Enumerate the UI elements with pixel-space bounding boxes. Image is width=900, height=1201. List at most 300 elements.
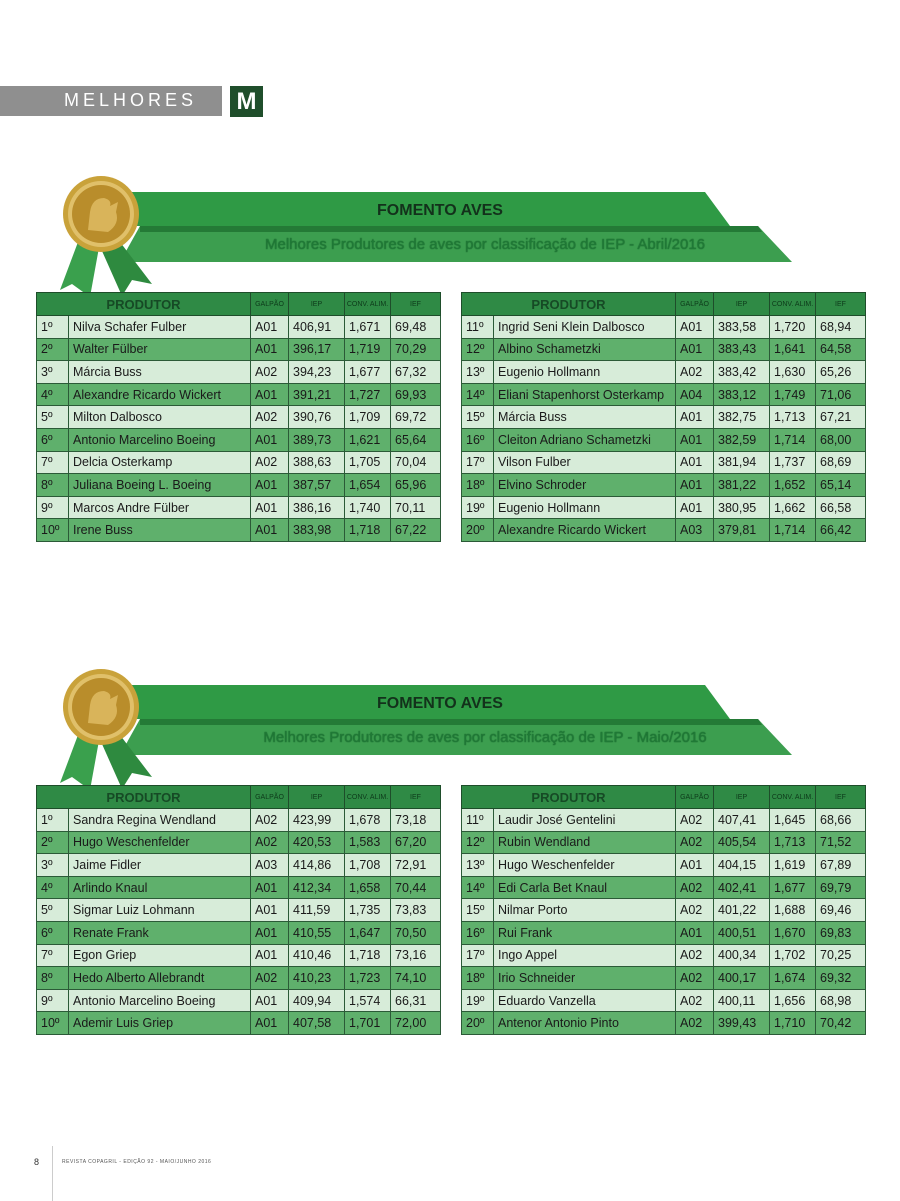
iep-cell: 381,22 bbox=[714, 474, 770, 497]
producer-name-cell: Márcia Buss bbox=[69, 361, 251, 384]
producer-name-cell: Eugenio Hollmann bbox=[494, 496, 676, 519]
footer-divider bbox=[52, 1146, 53, 1201]
producer-name-cell: Hugo Weschenfelder bbox=[494, 854, 676, 877]
iep-cell: 382,75 bbox=[714, 406, 770, 429]
iep-cell: 383,12 bbox=[714, 383, 770, 406]
rank-cell: 4º bbox=[37, 383, 69, 406]
rank-cell: 14º bbox=[462, 383, 494, 406]
iep-cell: 420,53 bbox=[289, 831, 345, 854]
rank-cell: 19º bbox=[462, 496, 494, 519]
column-header: CONV. ALIM. bbox=[345, 293, 391, 316]
table-row bbox=[462, 361, 866, 384]
conv-alim-cell: 1,677 bbox=[345, 361, 391, 384]
ief-cell: 69,79 bbox=[816, 876, 866, 899]
producer-name-cell: Renate Frank bbox=[69, 921, 251, 944]
rank-cell: 11º bbox=[462, 809, 494, 832]
galpao-cell: A02 bbox=[251, 831, 289, 854]
banner-title: FOMENTO AVES bbox=[377, 695, 503, 712]
section-badge: M bbox=[230, 86, 263, 117]
conv-alim-cell: 1,719 bbox=[345, 338, 391, 361]
conv-alim-cell: 1,583 bbox=[345, 831, 391, 854]
section-label: MELHORES bbox=[64, 90, 198, 110]
galpao-cell: A01 bbox=[676, 921, 714, 944]
producer-name-cell: Nilmar Porto bbox=[494, 899, 676, 922]
conv-alim-cell: 1,658 bbox=[345, 876, 391, 899]
iep-cell: 423,99 bbox=[289, 809, 345, 832]
conv-alim-cell: 1,701 bbox=[345, 1012, 391, 1035]
galpao-cell: A01 bbox=[676, 428, 714, 451]
galpao-cell: A01 bbox=[251, 496, 289, 519]
table-row bbox=[37, 496, 441, 519]
conv-alim-cell: 1,621 bbox=[345, 428, 391, 451]
galpao-cell: A01 bbox=[251, 338, 289, 361]
rank-cell: 7º bbox=[37, 944, 69, 967]
conv-alim-cell: 1,713 bbox=[770, 831, 816, 854]
ief-cell: 70,42 bbox=[816, 1012, 866, 1035]
producer-name-cell: Sigmar Luiz Lohmann bbox=[69, 899, 251, 922]
ief-cell: 67,32 bbox=[391, 361, 441, 384]
table-row bbox=[37, 1012, 441, 1035]
producer-name-cell: Ingo Appel bbox=[494, 944, 676, 967]
ief-cell: 72,91 bbox=[391, 854, 441, 877]
ief-cell: 69,48 bbox=[391, 316, 441, 339]
producer-name-cell: Nilva Schafer Fulber bbox=[69, 316, 251, 339]
ief-cell: 68,00 bbox=[816, 428, 866, 451]
rank-cell: 5º bbox=[37, 406, 69, 429]
galpao-cell: A03 bbox=[676, 519, 714, 542]
rank-cell: 17º bbox=[462, 451, 494, 474]
iep-cell: 404,15 bbox=[714, 854, 770, 877]
rank-cell: 18º bbox=[462, 967, 494, 990]
galpao-cell: A01 bbox=[251, 428, 289, 451]
rank-cell: 13º bbox=[462, 854, 494, 877]
galpao-cell: A02 bbox=[676, 967, 714, 990]
galpao-cell: A02 bbox=[251, 451, 289, 474]
producer-name-cell: Albino Schametzki bbox=[494, 338, 676, 361]
rank-cell: 13º bbox=[462, 361, 494, 384]
iep-cell: 399,43 bbox=[714, 1012, 770, 1035]
ief-cell: 67,22 bbox=[391, 519, 441, 542]
rank-cell: 18º bbox=[462, 474, 494, 497]
rank-cell: 6º bbox=[37, 428, 69, 451]
table-row bbox=[462, 316, 866, 339]
banner-subtitle: Melhores Produtores de aves por classificação de IEP - Abril/2016 bbox=[265, 236, 705, 253]
column-header: IEP bbox=[714, 786, 770, 809]
conv-alim-cell: 1,671 bbox=[345, 316, 391, 339]
ranking-table-right bbox=[461, 785, 866, 1035]
table-row bbox=[37, 316, 441, 339]
banner-subtitle: Melhores Produtores de aves por classificação de IEP - Maio/2016 bbox=[263, 729, 707, 746]
rank-cell: 15º bbox=[462, 899, 494, 922]
ief-cell: 70,04 bbox=[391, 451, 441, 474]
producer-name-cell: Ingrid Seni Klein Dalbosco bbox=[494, 316, 676, 339]
producer-name-cell: Edi Carla Bet Knaul bbox=[494, 876, 676, 899]
column-header: IEF bbox=[391, 786, 441, 809]
ief-cell: 68,98 bbox=[816, 989, 866, 1012]
producer-name-cell: Vilson Fulber bbox=[494, 451, 676, 474]
iep-cell: 388,63 bbox=[289, 451, 345, 474]
ief-cell: 70,29 bbox=[391, 338, 441, 361]
table-row bbox=[37, 474, 441, 497]
table-row bbox=[462, 876, 866, 899]
ief-cell: 69,83 bbox=[816, 921, 866, 944]
rank-cell: 8º bbox=[37, 967, 69, 990]
iep-cell: 405,54 bbox=[714, 831, 770, 854]
conv-alim-cell: 1,647 bbox=[345, 921, 391, 944]
producer-name-cell: Egon Griep bbox=[69, 944, 251, 967]
table-row bbox=[462, 451, 866, 474]
iep-cell: 410,46 bbox=[289, 944, 345, 967]
conv-alim-cell: 1,714 bbox=[770, 428, 816, 451]
ief-cell: 66,31 bbox=[391, 989, 441, 1012]
column-header: CONV. ALIM. bbox=[770, 786, 816, 809]
galpao-cell: A02 bbox=[676, 876, 714, 899]
galpao-cell: A01 bbox=[676, 496, 714, 519]
rank-cell: 9º bbox=[37, 496, 69, 519]
column-header: IEF bbox=[816, 786, 866, 809]
conv-alim-cell: 1,749 bbox=[770, 383, 816, 406]
galpao-cell: A02 bbox=[251, 809, 289, 832]
conv-alim-cell: 1,708 bbox=[345, 854, 391, 877]
table-row bbox=[37, 831, 441, 854]
producer-name-cell: Antonio Marcelino Boeing bbox=[69, 428, 251, 451]
column-header: IEP bbox=[289, 293, 345, 316]
producer-name-cell: Rubin Wendland bbox=[494, 831, 676, 854]
table-header-row bbox=[37, 293, 441, 316]
conv-alim-cell: 1,737 bbox=[770, 451, 816, 474]
producer-name-cell: Irio Schneider bbox=[494, 967, 676, 990]
iep-cell: 411,59 bbox=[289, 899, 345, 922]
galpao-cell: A02 bbox=[251, 406, 289, 429]
table-row bbox=[37, 809, 441, 832]
table-row bbox=[462, 338, 866, 361]
iep-cell: 400,17 bbox=[714, 967, 770, 990]
iep-cell: 407,58 bbox=[289, 1012, 345, 1035]
rank-cell: 1º bbox=[37, 809, 69, 832]
conv-alim-cell: 1,688 bbox=[770, 899, 816, 922]
ief-cell: 70,44 bbox=[391, 876, 441, 899]
ief-cell: 71,06 bbox=[816, 383, 866, 406]
rank-cell: 7º bbox=[37, 451, 69, 474]
galpao-cell: A01 bbox=[251, 989, 289, 1012]
conv-alim-cell: 1,645 bbox=[770, 809, 816, 832]
conv-alim-cell: 1,656 bbox=[770, 989, 816, 1012]
galpao-cell: A01 bbox=[251, 899, 289, 922]
ief-cell: 70,11 bbox=[391, 496, 441, 519]
conv-alim-cell: 1,670 bbox=[770, 921, 816, 944]
ief-cell: 65,26 bbox=[816, 361, 866, 384]
ief-cell: 73,83 bbox=[391, 899, 441, 922]
iep-cell: 394,23 bbox=[289, 361, 345, 384]
rank-cell: 11º bbox=[462, 316, 494, 339]
column-header: PRODUTOR bbox=[462, 293, 676, 316]
ief-cell: 65,64 bbox=[391, 428, 441, 451]
ief-cell: 70,25 bbox=[816, 944, 866, 967]
rank-cell: 17º bbox=[462, 944, 494, 967]
galpao-cell: A02 bbox=[676, 944, 714, 967]
table-row bbox=[37, 944, 441, 967]
rank-cell: 3º bbox=[37, 361, 69, 384]
producer-name-cell: Marcos Andre Fülber bbox=[69, 496, 251, 519]
iep-cell: 410,23 bbox=[289, 967, 345, 990]
ief-cell: 74,10 bbox=[391, 967, 441, 990]
rank-cell: 16º bbox=[462, 428, 494, 451]
rank-cell: 1º bbox=[37, 316, 69, 339]
producer-name-cell: Milton Dalbosco bbox=[69, 406, 251, 429]
producer-name-cell: Cleiton Adriano Schametzki bbox=[494, 428, 676, 451]
ief-cell: 69,46 bbox=[816, 899, 866, 922]
iep-cell: 381,94 bbox=[714, 451, 770, 474]
rank-cell: 3º bbox=[37, 854, 69, 877]
table-row bbox=[37, 428, 441, 451]
table-row bbox=[37, 876, 441, 899]
table-row bbox=[462, 989, 866, 1012]
table-row bbox=[37, 921, 441, 944]
galpao-cell: A01 bbox=[676, 474, 714, 497]
conv-alim-cell: 1,678 bbox=[345, 809, 391, 832]
conv-alim-cell: 1,735 bbox=[345, 899, 391, 922]
rank-cell: 4º bbox=[37, 876, 69, 899]
producer-name-cell: Eliani Stapenhorst Osterkamp bbox=[494, 383, 676, 406]
ief-cell: 71,52 bbox=[816, 831, 866, 854]
table-row bbox=[37, 519, 441, 542]
conv-alim-cell: 1,574 bbox=[345, 989, 391, 1012]
rank-cell: 19º bbox=[462, 989, 494, 1012]
rank-cell: 10º bbox=[37, 1012, 69, 1035]
conv-alim-cell: 1,709 bbox=[345, 406, 391, 429]
table-row bbox=[462, 809, 866, 832]
ief-cell: 65,14 bbox=[816, 474, 866, 497]
producer-name-cell: Alexandre Ricardo Wickert bbox=[494, 519, 676, 542]
column-header: PRODUTOR bbox=[462, 786, 676, 809]
table-row bbox=[37, 967, 441, 990]
ranking-table-left bbox=[36, 292, 441, 542]
galpao-cell: A01 bbox=[251, 921, 289, 944]
galpao-cell: A01 bbox=[251, 383, 289, 406]
iep-cell: 382,59 bbox=[714, 428, 770, 451]
rank-cell: 5º bbox=[37, 899, 69, 922]
conv-alim-cell: 1,677 bbox=[770, 876, 816, 899]
column-header: CONV. ALIM. bbox=[345, 786, 391, 809]
producer-name-cell: Eduardo Vanzella bbox=[494, 989, 676, 1012]
banner-title: FOMENTO AVES bbox=[377, 202, 503, 219]
galpao-cell: A03 bbox=[251, 854, 289, 877]
table-header-row bbox=[462, 293, 866, 316]
conv-alim-cell: 1,714 bbox=[770, 519, 816, 542]
ief-cell: 68,66 bbox=[816, 809, 866, 832]
table-row bbox=[462, 944, 866, 967]
ief-cell: 73,18 bbox=[391, 809, 441, 832]
publication-credit: REVISTA COPAGRIL - EDIÇÃO 92 - MAIO/JUNHO 2016 bbox=[62, 1159, 212, 1165]
producer-name-cell: Walter Fülber bbox=[69, 338, 251, 361]
galpao-cell: A01 bbox=[251, 519, 289, 542]
iep-cell: 390,76 bbox=[289, 406, 345, 429]
conv-alim-cell: 1,619 bbox=[770, 854, 816, 877]
table-row bbox=[37, 361, 441, 384]
rank-cell: 2º bbox=[37, 338, 69, 361]
conv-alim-cell: 1,740 bbox=[345, 496, 391, 519]
column-header: IEF bbox=[391, 293, 441, 316]
iep-cell: 383,42 bbox=[714, 361, 770, 384]
iep-cell: 401,22 bbox=[714, 899, 770, 922]
ief-cell: 73,16 bbox=[391, 944, 441, 967]
table-row bbox=[37, 451, 441, 474]
conv-alim-cell: 1,727 bbox=[345, 383, 391, 406]
rank-cell: 12º bbox=[462, 338, 494, 361]
banner-ribbon bbox=[0, 172, 900, 292]
column-header: GALPÃO bbox=[251, 293, 289, 316]
table-row bbox=[462, 967, 866, 990]
table-row bbox=[462, 406, 866, 429]
table-row bbox=[462, 1012, 866, 1035]
galpao-cell: A01 bbox=[251, 1012, 289, 1035]
rank-cell: 8º bbox=[37, 474, 69, 497]
producer-name-cell: Sandra Regina Wendland bbox=[69, 809, 251, 832]
iep-cell: 383,43 bbox=[714, 338, 770, 361]
column-header: GALPÃO bbox=[251, 786, 289, 809]
table-row bbox=[462, 921, 866, 944]
ief-cell: 68,94 bbox=[816, 316, 866, 339]
iep-cell: 409,94 bbox=[289, 989, 345, 1012]
column-header: IEP bbox=[714, 293, 770, 316]
producer-name-cell: Arlindo Knaul bbox=[69, 876, 251, 899]
conv-alim-cell: 1,718 bbox=[345, 944, 391, 967]
iep-cell: 412,34 bbox=[289, 876, 345, 899]
iep-cell: 402,41 bbox=[714, 876, 770, 899]
ief-cell: 67,89 bbox=[816, 854, 866, 877]
table-row bbox=[462, 831, 866, 854]
ief-cell: 65,96 bbox=[391, 474, 441, 497]
conv-alim-cell: 1,641 bbox=[770, 338, 816, 361]
producer-name-cell: Alexandre Ricardo Wickert bbox=[69, 383, 251, 406]
ief-cell: 69,32 bbox=[816, 967, 866, 990]
column-header: CONV. ALIM. bbox=[770, 293, 816, 316]
table-row bbox=[462, 496, 866, 519]
iep-cell: 383,58 bbox=[714, 316, 770, 339]
ief-cell: 67,21 bbox=[816, 406, 866, 429]
galpao-cell: A01 bbox=[676, 338, 714, 361]
conv-alim-cell: 1,630 bbox=[770, 361, 816, 384]
rank-cell: 16º bbox=[462, 921, 494, 944]
galpao-cell: A01 bbox=[251, 876, 289, 899]
rank-cell: 9º bbox=[37, 989, 69, 1012]
galpao-cell: A01 bbox=[676, 854, 714, 877]
ief-cell: 72,00 bbox=[391, 1012, 441, 1035]
table-row bbox=[462, 899, 866, 922]
conv-alim-cell: 1,702 bbox=[770, 944, 816, 967]
galpao-cell: A01 bbox=[676, 406, 714, 429]
producer-name-cell: Ademir Luis Griep bbox=[69, 1012, 251, 1035]
producer-name-cell: Laudir José Gentelini bbox=[494, 809, 676, 832]
table-row bbox=[37, 338, 441, 361]
ief-cell: 66,42 bbox=[816, 519, 866, 542]
table-row bbox=[462, 474, 866, 497]
ief-cell: 64,58 bbox=[816, 338, 866, 361]
iep-cell: 391,21 bbox=[289, 383, 345, 406]
ief-cell: 66,58 bbox=[816, 496, 866, 519]
iep-cell: 414,86 bbox=[289, 854, 345, 877]
conv-alim-cell: 1,652 bbox=[770, 474, 816, 497]
producer-name-cell: Juliana Boeing L. Boeing bbox=[69, 474, 251, 497]
conv-alim-cell: 1,723 bbox=[345, 967, 391, 990]
producer-name-cell: Elvino Schroder bbox=[494, 474, 676, 497]
producer-name-cell: Antonio Marcelino Boeing bbox=[69, 989, 251, 1012]
galpao-cell: A04 bbox=[676, 383, 714, 406]
table-row bbox=[462, 519, 866, 542]
table-row bbox=[462, 854, 866, 877]
galpao-cell: A02 bbox=[676, 361, 714, 384]
conv-alim-cell: 1,720 bbox=[770, 316, 816, 339]
iep-cell: 407,41 bbox=[714, 809, 770, 832]
galpao-cell: A01 bbox=[251, 944, 289, 967]
galpao-cell: A02 bbox=[676, 989, 714, 1012]
iep-cell: 410,55 bbox=[289, 921, 345, 944]
producer-name-cell: Eugenio Hollmann bbox=[494, 361, 676, 384]
ranking-table-right bbox=[461, 292, 866, 542]
producer-name-cell: Márcia Buss bbox=[494, 406, 676, 429]
rank-cell: 14º bbox=[462, 876, 494, 899]
ief-cell: 69,72 bbox=[391, 406, 441, 429]
table-header-row bbox=[462, 786, 866, 809]
producer-name-cell: Hugo Weschenfelder bbox=[69, 831, 251, 854]
conv-alim-cell: 1,654 bbox=[345, 474, 391, 497]
table-row bbox=[37, 854, 441, 877]
iep-cell: 400,11 bbox=[714, 989, 770, 1012]
iep-cell: 387,57 bbox=[289, 474, 345, 497]
conv-alim-cell: 1,674 bbox=[770, 967, 816, 990]
iep-cell: 386,16 bbox=[289, 496, 345, 519]
column-header: IEF bbox=[816, 293, 866, 316]
table-row bbox=[462, 428, 866, 451]
iep-cell: 380,95 bbox=[714, 496, 770, 519]
iep-cell: 400,34 bbox=[714, 944, 770, 967]
producer-name-cell: Hedo Alberto Allebrandt bbox=[69, 967, 251, 990]
producer-name-cell: Jaime Fidler bbox=[69, 854, 251, 877]
rank-cell: 12º bbox=[462, 831, 494, 854]
iep-cell: 396,17 bbox=[289, 338, 345, 361]
producer-name-cell: Delcia Osterkamp bbox=[69, 451, 251, 474]
producer-name-cell: Irene Buss bbox=[69, 519, 251, 542]
table-row bbox=[37, 899, 441, 922]
producer-name-cell: Rui Frank bbox=[494, 921, 676, 944]
rank-cell: 2º bbox=[37, 831, 69, 854]
conv-alim-cell: 1,662 bbox=[770, 496, 816, 519]
galpao-cell: A01 bbox=[676, 316, 714, 339]
iep-cell: 383,98 bbox=[289, 519, 345, 542]
page-number: 8 bbox=[34, 1157, 40, 1167]
producer-name-cell: Antenor Antonio Pinto bbox=[494, 1012, 676, 1035]
ief-cell: 70,50 bbox=[391, 921, 441, 944]
iep-cell: 389,73 bbox=[289, 428, 345, 451]
iep-cell: 406,91 bbox=[289, 316, 345, 339]
ief-cell: 69,93 bbox=[391, 383, 441, 406]
table-row bbox=[462, 383, 866, 406]
column-header: GALPÃO bbox=[676, 786, 714, 809]
table-row bbox=[37, 406, 441, 429]
column-header: GALPÃO bbox=[676, 293, 714, 316]
banner-ribbon bbox=[0, 665, 900, 785]
galpao-cell: A02 bbox=[676, 809, 714, 832]
table-header-row bbox=[37, 786, 441, 809]
rank-cell: 20º bbox=[462, 1012, 494, 1035]
ief-cell: 67,20 bbox=[391, 831, 441, 854]
conv-alim-cell: 1,713 bbox=[770, 406, 816, 429]
ief-cell: 68,69 bbox=[816, 451, 866, 474]
iep-cell: 379,81 bbox=[714, 519, 770, 542]
galpao-cell: A01 bbox=[251, 474, 289, 497]
column-header: PRODUTOR bbox=[37, 786, 251, 809]
ranking-table-left bbox=[36, 785, 441, 1035]
